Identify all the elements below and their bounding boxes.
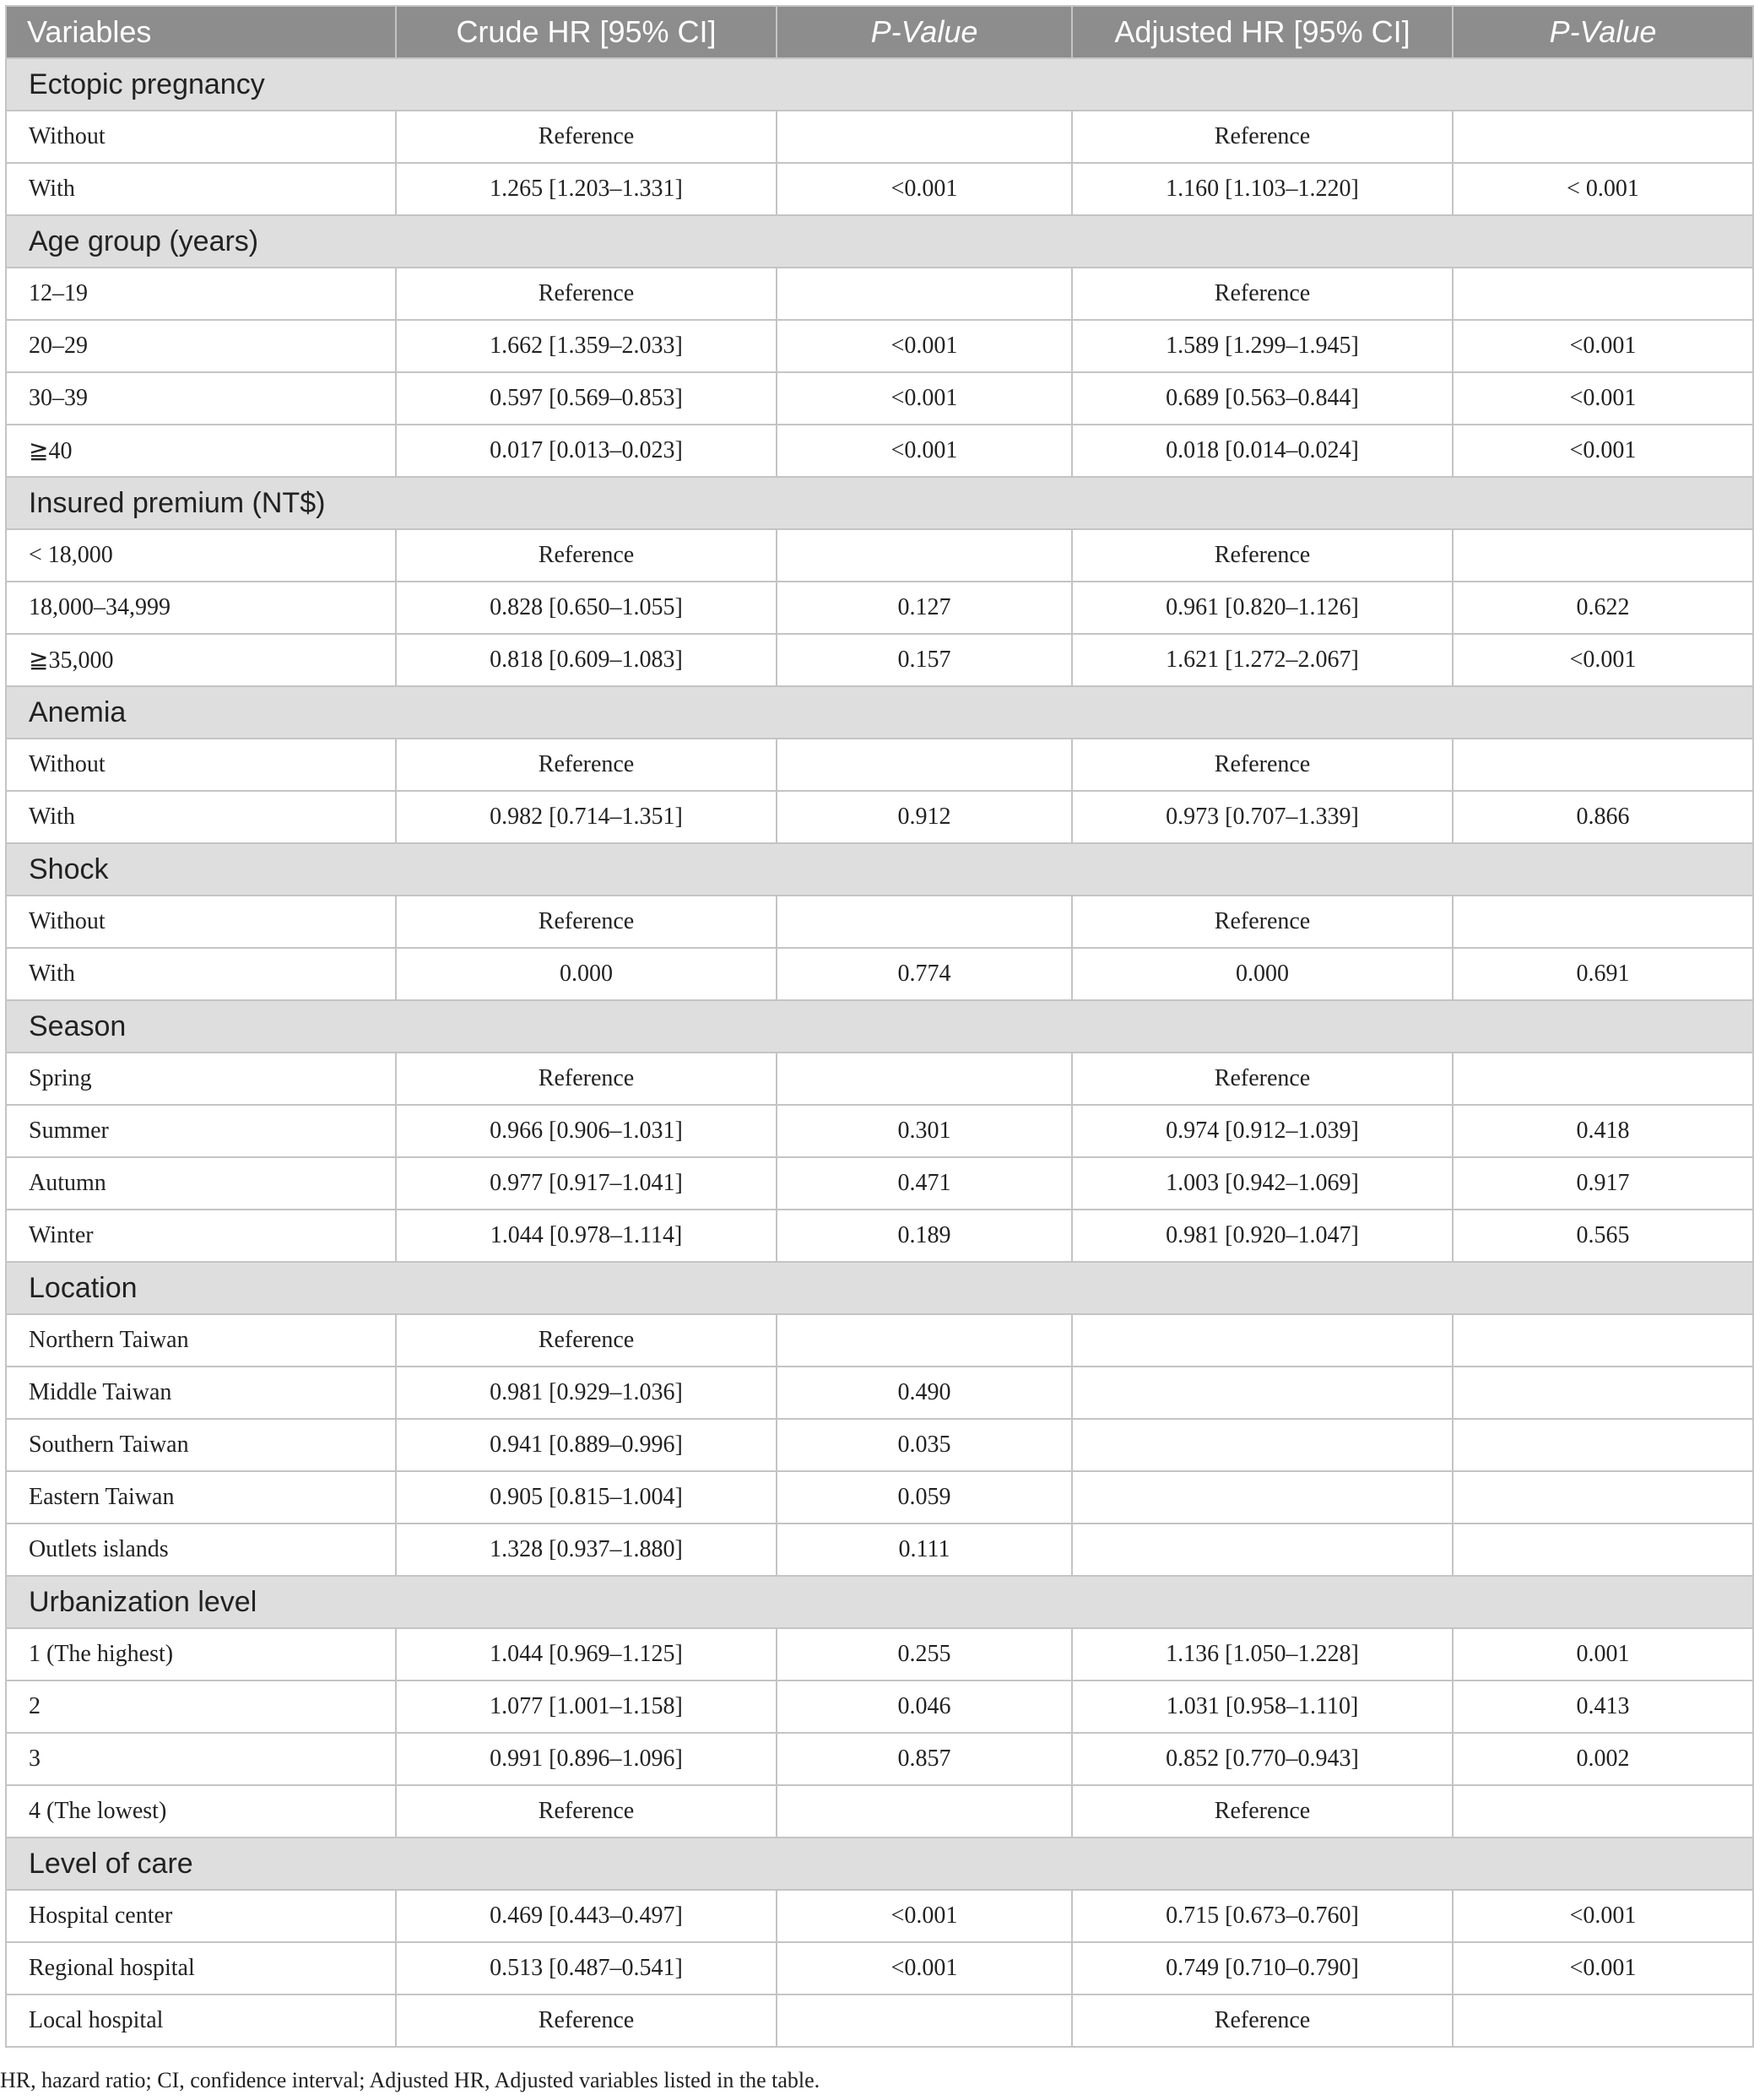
table-row	[6, 425, 1753, 477]
variable-cell: Autumn	[6, 1157, 396, 1210]
crude-p-value-cell: <0.001	[777, 1890, 1072, 1942]
table-row	[6, 1471, 1753, 1524]
crude-hr-cell: Reference	[396, 739, 777, 791]
crude-p-value-cell	[777, 529, 1072, 582]
crude-hr-cell: 0.513 [0.487–0.541]	[396, 1942, 777, 1994]
table-footnote: HR, hazard ratio; CI, confidence interval; Adjusted HR, Adjusted variables listed in the table.	[0, 2068, 820, 2092]
adjusted-hr-cell: Reference	[1072, 1785, 1453, 1838]
variable-cell: 3	[6, 1733, 396, 1785]
table-row	[6, 1157, 1753, 1210]
crude-p-value-cell: 0.255	[777, 1628, 1072, 1681]
adjusted-p-value-cell: 0.565	[1453, 1210, 1753, 1262]
variable-cell: 20–29	[6, 320, 396, 372]
variable-cell: Outlets islands	[6, 1524, 396, 1576]
adjusted-hr-cell: Reference	[1072, 1994, 1453, 2047]
table-row	[6, 1785, 1753, 1838]
crude-hr-cell: Reference	[396, 1785, 777, 1838]
table-row	[6, 1628, 1753, 1681]
header-crude-hr: Crude HR [95% CI]	[396, 6, 777, 58]
crude-p-value-cell	[777, 1785, 1072, 1838]
section-row	[6, 215, 1753, 268]
crude-hr-cell: 1.662 [1.359–2.033]	[396, 320, 777, 372]
crude-hr-cell: Reference	[396, 529, 777, 582]
adjusted-p-value-cell: 0.917	[1453, 1157, 1753, 1210]
crude-hr-cell: Reference	[396, 1314, 777, 1367]
crude-hr-cell: Reference	[396, 896, 777, 948]
variable-cell: Without	[6, 111, 396, 163]
adjusted-p-value-cell	[1453, 1419, 1753, 1471]
variable-cell: Local hospital	[6, 1994, 396, 2047]
table-row	[6, 1419, 1753, 1471]
variable-cell: Eastern Taiwan	[6, 1471, 396, 1524]
crude-p-value-cell	[777, 111, 1072, 163]
table-row	[6, 268, 1753, 320]
table-row	[6, 320, 1753, 372]
adjusted-p-value-cell	[1453, 1785, 1753, 1838]
adjusted-hr-cell: 1.003 [0.942–1.069]	[1072, 1157, 1453, 1210]
table-container	[5, 5, 1752, 2048]
variable-cell: Without	[6, 896, 396, 948]
adjusted-p-value-cell: <0.001	[1453, 320, 1753, 372]
crude-p-value-cell: 0.046	[777, 1681, 1072, 1733]
variable-cell: 2	[6, 1681, 396, 1733]
adjusted-p-value-cell: 0.622	[1453, 582, 1753, 634]
crude-hr-cell: 0.828 [0.650–1.055]	[396, 582, 777, 634]
hazard-ratio-table	[5, 5, 1754, 2048]
crude-p-value-cell: 0.912	[777, 791, 1072, 843]
table-row	[6, 948, 1753, 1000]
table-row	[6, 163, 1753, 215]
crude-p-value-cell: 0.157	[777, 634, 1072, 686]
adjusted-hr-cell: Reference	[1072, 111, 1453, 163]
crude-p-value-cell	[777, 1994, 1072, 2047]
adjusted-hr-cell: 0.689 [0.563–0.844]	[1072, 372, 1453, 425]
crude-hr-cell: 1.044 [0.978–1.114]	[396, 1210, 777, 1262]
section-row	[6, 1838, 1753, 1890]
crude-p-value-cell	[777, 1053, 1072, 1105]
adjusted-p-value-cell	[1453, 1367, 1753, 1419]
adjusted-hr-cell	[1072, 1314, 1453, 1367]
table-row	[6, 1314, 1753, 1367]
variable-cell: Spring	[6, 1053, 396, 1105]
adjusted-hr-cell: 0.974 [0.912–1.039]	[1072, 1105, 1453, 1157]
section-row	[6, 1262, 1753, 1314]
adjusted-p-value-cell	[1453, 529, 1753, 582]
adjusted-hr-cell: Reference	[1072, 739, 1453, 791]
table-row	[6, 582, 1753, 634]
adjusted-p-value-cell: 0.413	[1453, 1681, 1753, 1733]
adjusted-hr-cell	[1072, 1367, 1453, 1419]
adjusted-hr-cell: 0.981 [0.920–1.047]	[1072, 1210, 1453, 1262]
adjusted-hr-cell: 0.852 [0.770–0.943]	[1072, 1733, 1453, 1785]
adjusted-hr-cell	[1072, 1471, 1453, 1524]
variable-cell: Regional hospital	[6, 1942, 396, 1994]
variable-cell: Winter	[6, 1210, 396, 1262]
crude-p-value-cell: <0.001	[777, 320, 1072, 372]
adjusted-p-value-cell: <0.001	[1453, 1890, 1753, 1942]
adjusted-hr-cell: 1.136 [1.050–1.228]	[1072, 1628, 1453, 1681]
adjusted-p-value-cell: <0.001	[1453, 634, 1753, 686]
adjusted-hr-cell: 1.031 [0.958–1.110]	[1072, 1681, 1453, 1733]
section-row	[6, 477, 1753, 529]
adjusted-p-value-cell	[1453, 111, 1753, 163]
crude-hr-cell: 0.017 [0.013–0.023]	[396, 425, 777, 477]
variable-cell: With	[6, 163, 396, 215]
table-row	[6, 1210, 1753, 1262]
crude-p-value-cell: 0.301	[777, 1105, 1072, 1157]
adjusted-hr-cell: 0.961 [0.820–1.126]	[1072, 582, 1453, 634]
adjusted-p-value-cell	[1453, 1471, 1753, 1524]
table-row	[6, 1890, 1753, 1942]
adjusted-p-value-cell: 0.866	[1453, 791, 1753, 843]
crude-p-value-cell: 0.127	[777, 582, 1072, 634]
section-row	[6, 1000, 1753, 1053]
adjusted-hr-cell	[1072, 1419, 1453, 1471]
variable-cell: 30–39	[6, 372, 396, 425]
table-row	[6, 1367, 1753, 1419]
crude-p-value-cell	[777, 739, 1072, 791]
table-row	[6, 1994, 1753, 2047]
variable-cell: With	[6, 948, 396, 1000]
crude-p-value-cell	[777, 896, 1072, 948]
table-row	[6, 1105, 1753, 1157]
variable-cell: Hospital center	[6, 1890, 396, 1942]
crude-hr-cell: Reference	[396, 1053, 777, 1105]
crude-hr-cell: 1.265 [1.203–1.331]	[396, 163, 777, 215]
crude-hr-cell: 0.818 [0.609–1.083]	[396, 634, 777, 686]
crude-hr-cell: 1.044 [0.969–1.125]	[396, 1628, 777, 1681]
crude-p-value-cell	[777, 268, 1072, 320]
adjusted-p-value-cell: <0.001	[1453, 1942, 1753, 1994]
section-row	[6, 1576, 1753, 1628]
table-row	[6, 791, 1753, 843]
adjusted-p-value-cell: 0.002	[1453, 1733, 1753, 1785]
table-header	[6, 6, 1753, 58]
variable-cell: 12–19	[6, 268, 396, 320]
variable-cell: < 18,000	[6, 529, 396, 582]
adjusted-p-value-cell: 0.418	[1453, 1105, 1753, 1157]
adjusted-hr-cell: 1.160 [1.103–1.220]	[1072, 163, 1453, 215]
section-title: Level of care	[6, 1838, 1753, 1890]
crude-p-value-cell: 0.059	[777, 1471, 1072, 1524]
header-variables: Variables	[6, 6, 396, 58]
adjusted-p-value-cell: <0.001	[1453, 372, 1753, 425]
adjusted-p-value-cell	[1453, 1524, 1753, 1576]
adjusted-hr-cell	[1072, 1524, 1453, 1576]
crude-p-value-cell: <0.001	[777, 163, 1072, 215]
variable-cell: Southern Taiwan	[6, 1419, 396, 1471]
table-row	[6, 896, 1753, 948]
variable-cell: ≧40	[6, 425, 396, 477]
crude-hr-cell: 0.981 [0.929–1.036]	[396, 1367, 777, 1419]
crude-hr-cell: Reference	[396, 1994, 777, 2047]
section-title: Insured premium (NT$)	[6, 477, 1753, 529]
crude-p-value-cell: 0.490	[777, 1367, 1072, 1419]
crude-hr-cell: 1.328 [0.937–1.880]	[396, 1524, 777, 1576]
crude-p-value-cell: <0.001	[777, 372, 1072, 425]
crude-hr-cell: 0.991 [0.896–1.096]	[396, 1733, 777, 1785]
table-row	[6, 1524, 1753, 1576]
adjusted-p-value-cell	[1453, 268, 1753, 320]
table-row	[6, 1942, 1753, 1994]
table-row	[6, 739, 1753, 791]
table-row	[6, 634, 1753, 686]
crude-p-value-cell: 0.111	[777, 1524, 1072, 1576]
section-row	[6, 58, 1753, 111]
adjusted-p-value-cell	[1453, 1053, 1753, 1105]
adjusted-hr-cell: 1.621 [1.272–2.067]	[1072, 634, 1453, 686]
table-row	[6, 1053, 1753, 1105]
adjusted-hr-cell: Reference	[1072, 268, 1453, 320]
adjusted-p-value-cell: 0.001	[1453, 1628, 1753, 1681]
adjusted-p-value-cell: < 0.001	[1453, 163, 1753, 215]
section-title: Urbanization level	[6, 1576, 1753, 1628]
crude-hr-cell: 0.000	[396, 948, 777, 1000]
crude-p-value-cell: 0.471	[777, 1157, 1072, 1210]
crude-hr-cell: 0.977 [0.917–1.041]	[396, 1157, 777, 1210]
header-row	[6, 6, 1753, 58]
section-title: Shock	[6, 843, 1753, 896]
table-row	[6, 111, 1753, 163]
section-row	[6, 686, 1753, 739]
crude-p-value-cell	[777, 1314, 1072, 1367]
table-body	[6, 58, 1753, 2047]
table-row	[6, 529, 1753, 582]
crude-p-value-cell: <0.001	[777, 425, 1072, 477]
variable-cell: 18,000–34,999	[6, 582, 396, 634]
adjusted-hr-cell: 0.973 [0.707–1.339]	[1072, 791, 1453, 843]
adjusted-p-value-cell: 0.691	[1453, 948, 1753, 1000]
adjusted-hr-cell: Reference	[1072, 896, 1453, 948]
crude-p-value-cell: <0.001	[777, 1942, 1072, 1994]
header-adjusted-hr: Adjusted HR [95% CI]	[1072, 6, 1453, 58]
adjusted-hr-cell: Reference	[1072, 1053, 1453, 1105]
crude-hr-cell: Reference	[396, 111, 777, 163]
crude-p-value-cell: 0.857	[777, 1733, 1072, 1785]
variable-cell: With	[6, 791, 396, 843]
header-crude-p-value: P-Value	[777, 6, 1072, 58]
adjusted-hr-cell: Reference	[1072, 529, 1453, 582]
variable-cell: ≧35,000	[6, 634, 396, 686]
table-row	[6, 1733, 1753, 1785]
crude-p-value-cell: 0.774	[777, 948, 1072, 1000]
variable-cell: Northern Taiwan	[6, 1314, 396, 1367]
crude-hr-cell: 0.982 [0.714–1.351]	[396, 791, 777, 843]
crude-p-value-cell: 0.035	[777, 1419, 1072, 1471]
section-title: Season	[6, 1000, 1753, 1053]
adjusted-p-value-cell	[1453, 896, 1753, 948]
crude-hr-cell: 1.077 [1.001–1.158]	[396, 1681, 777, 1733]
table-row	[6, 372, 1753, 425]
variable-cell: Without	[6, 739, 396, 791]
section-row	[6, 843, 1753, 896]
adjusted-hr-cell: 1.589 [1.299–1.945]	[1072, 320, 1453, 372]
adjusted-p-value-cell	[1453, 739, 1753, 791]
crude-p-value-cell: 0.189	[777, 1210, 1072, 1262]
adjusted-hr-cell: 0.000	[1072, 948, 1453, 1000]
crude-hr-cell: Reference	[396, 268, 777, 320]
variable-cell: 4 (The lowest)	[6, 1785, 396, 1838]
adjusted-hr-cell: 0.715 [0.673–0.760]	[1072, 1890, 1453, 1942]
adjusted-hr-cell: 0.018 [0.014–0.024]	[1072, 425, 1453, 477]
section-title: Anemia	[6, 686, 1753, 739]
adjusted-p-value-cell	[1453, 1994, 1753, 2047]
section-title: Age group (years)	[6, 215, 1753, 268]
variable-cell: Middle Taiwan	[6, 1367, 396, 1419]
table-row	[6, 1681, 1753, 1733]
adjusted-p-value-cell: <0.001	[1453, 425, 1753, 477]
header-adjusted-p-value: P-Value	[1453, 6, 1753, 58]
section-title: Ectopic pregnancy	[6, 58, 1753, 111]
adjusted-hr-cell: 0.749 [0.710–0.790]	[1072, 1942, 1453, 1994]
crude-hr-cell: 0.905 [0.815–1.004]	[396, 1471, 777, 1524]
crude-hr-cell: 0.597 [0.569–0.853]	[396, 372, 777, 425]
variable-cell: Summer	[6, 1105, 396, 1157]
adjusted-p-value-cell	[1453, 1314, 1753, 1367]
variable-cell: 1 (The highest)	[6, 1628, 396, 1681]
crude-hr-cell: 0.941 [0.889–0.996]	[396, 1419, 777, 1471]
crude-hr-cell: 0.469 [0.443–0.497]	[396, 1890, 777, 1942]
section-title: Location	[6, 1262, 1753, 1314]
crude-hr-cell: 0.966 [0.906–1.031]	[396, 1105, 777, 1157]
